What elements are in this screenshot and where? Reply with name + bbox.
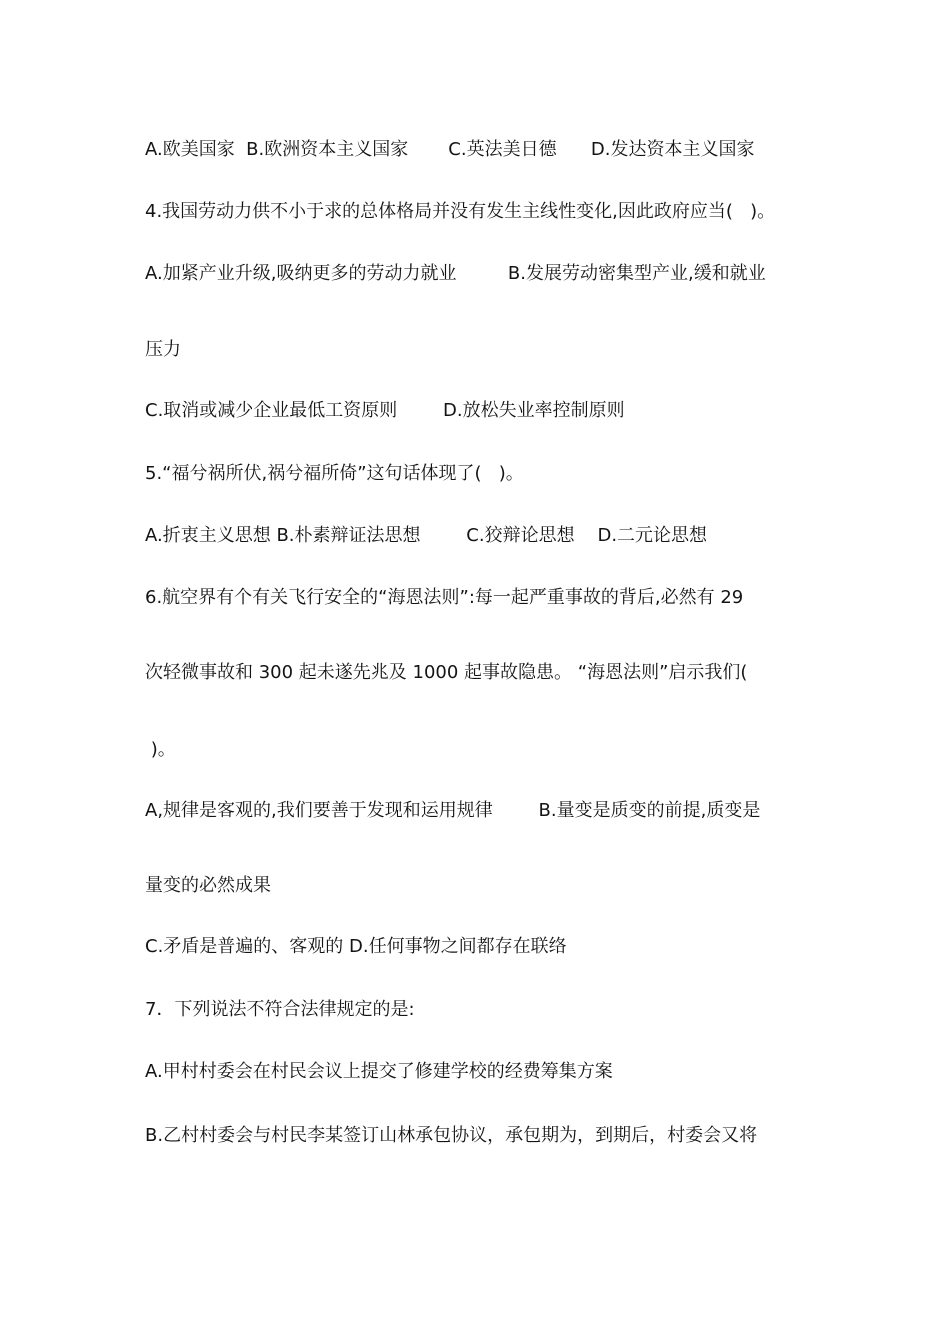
q7-option-a: A.甲村村委会在村民会议上提交了修建学校的经费筹集方案 (145, 1061, 613, 1082)
q3-options-line: A.欧美国家 B.欧洲资本主义国家 C.英法美日德 D.发达资本主义国家 (145, 139, 755, 160)
q6-question-line2: 次轻微事故和 300 起未遂先兆及 1000 起事故隐患。 “海恩法则”启示我们( (145, 662, 748, 683)
q4-question: 4.我国劳动力供不小于求的总体格局并没有发生主线性变化,因此政府应当( )。 (145, 201, 776, 222)
q5-question: 5.“福兮祸所伏,祸兮福所倚”这句话体现了( )。 (145, 463, 524, 484)
q6-options-cd: C.矛盾是普遍的、客观的 D.任何事物之间都存在联络 (145, 936, 567, 957)
q4-options-cd: C.取消或减少企业最低工资原则 D.放松失业率控制原则 (145, 400, 625, 421)
q5-options: A.折衷主义思想 B.朴素辩证法思想 C.狡辩论思想 D.二元论思想 (145, 525, 708, 546)
q6-options-ab: A,规律是客观的,我们要善于发现和运用规律 B.量变是质变的前提,质变是 (145, 800, 761, 821)
q6-question-line3: )。 (145, 739, 176, 760)
q7-option-b: B.乙村村委会与村民李某签订山林承包协议，承包期为，到期后，村委会又将 (145, 1125, 758, 1146)
q6-option-b-continued: 量变的必然成果 (145, 875, 271, 896)
q6-question-line1: 6.航空界有个有关飞行安全的“海恩法则”:每一起严重事故的背后,必然有 29 (145, 587, 744, 608)
q4-options-ab: A.加紧产业升级,吸纳更多的劳动力就业 B.发展劳动密集型产业,缓和就业 (145, 263, 766, 284)
q4-option-b-continued: 压力 (145, 339, 181, 360)
q7-question: 7．下列说法不符合法律规定的是: (145, 999, 415, 1020)
